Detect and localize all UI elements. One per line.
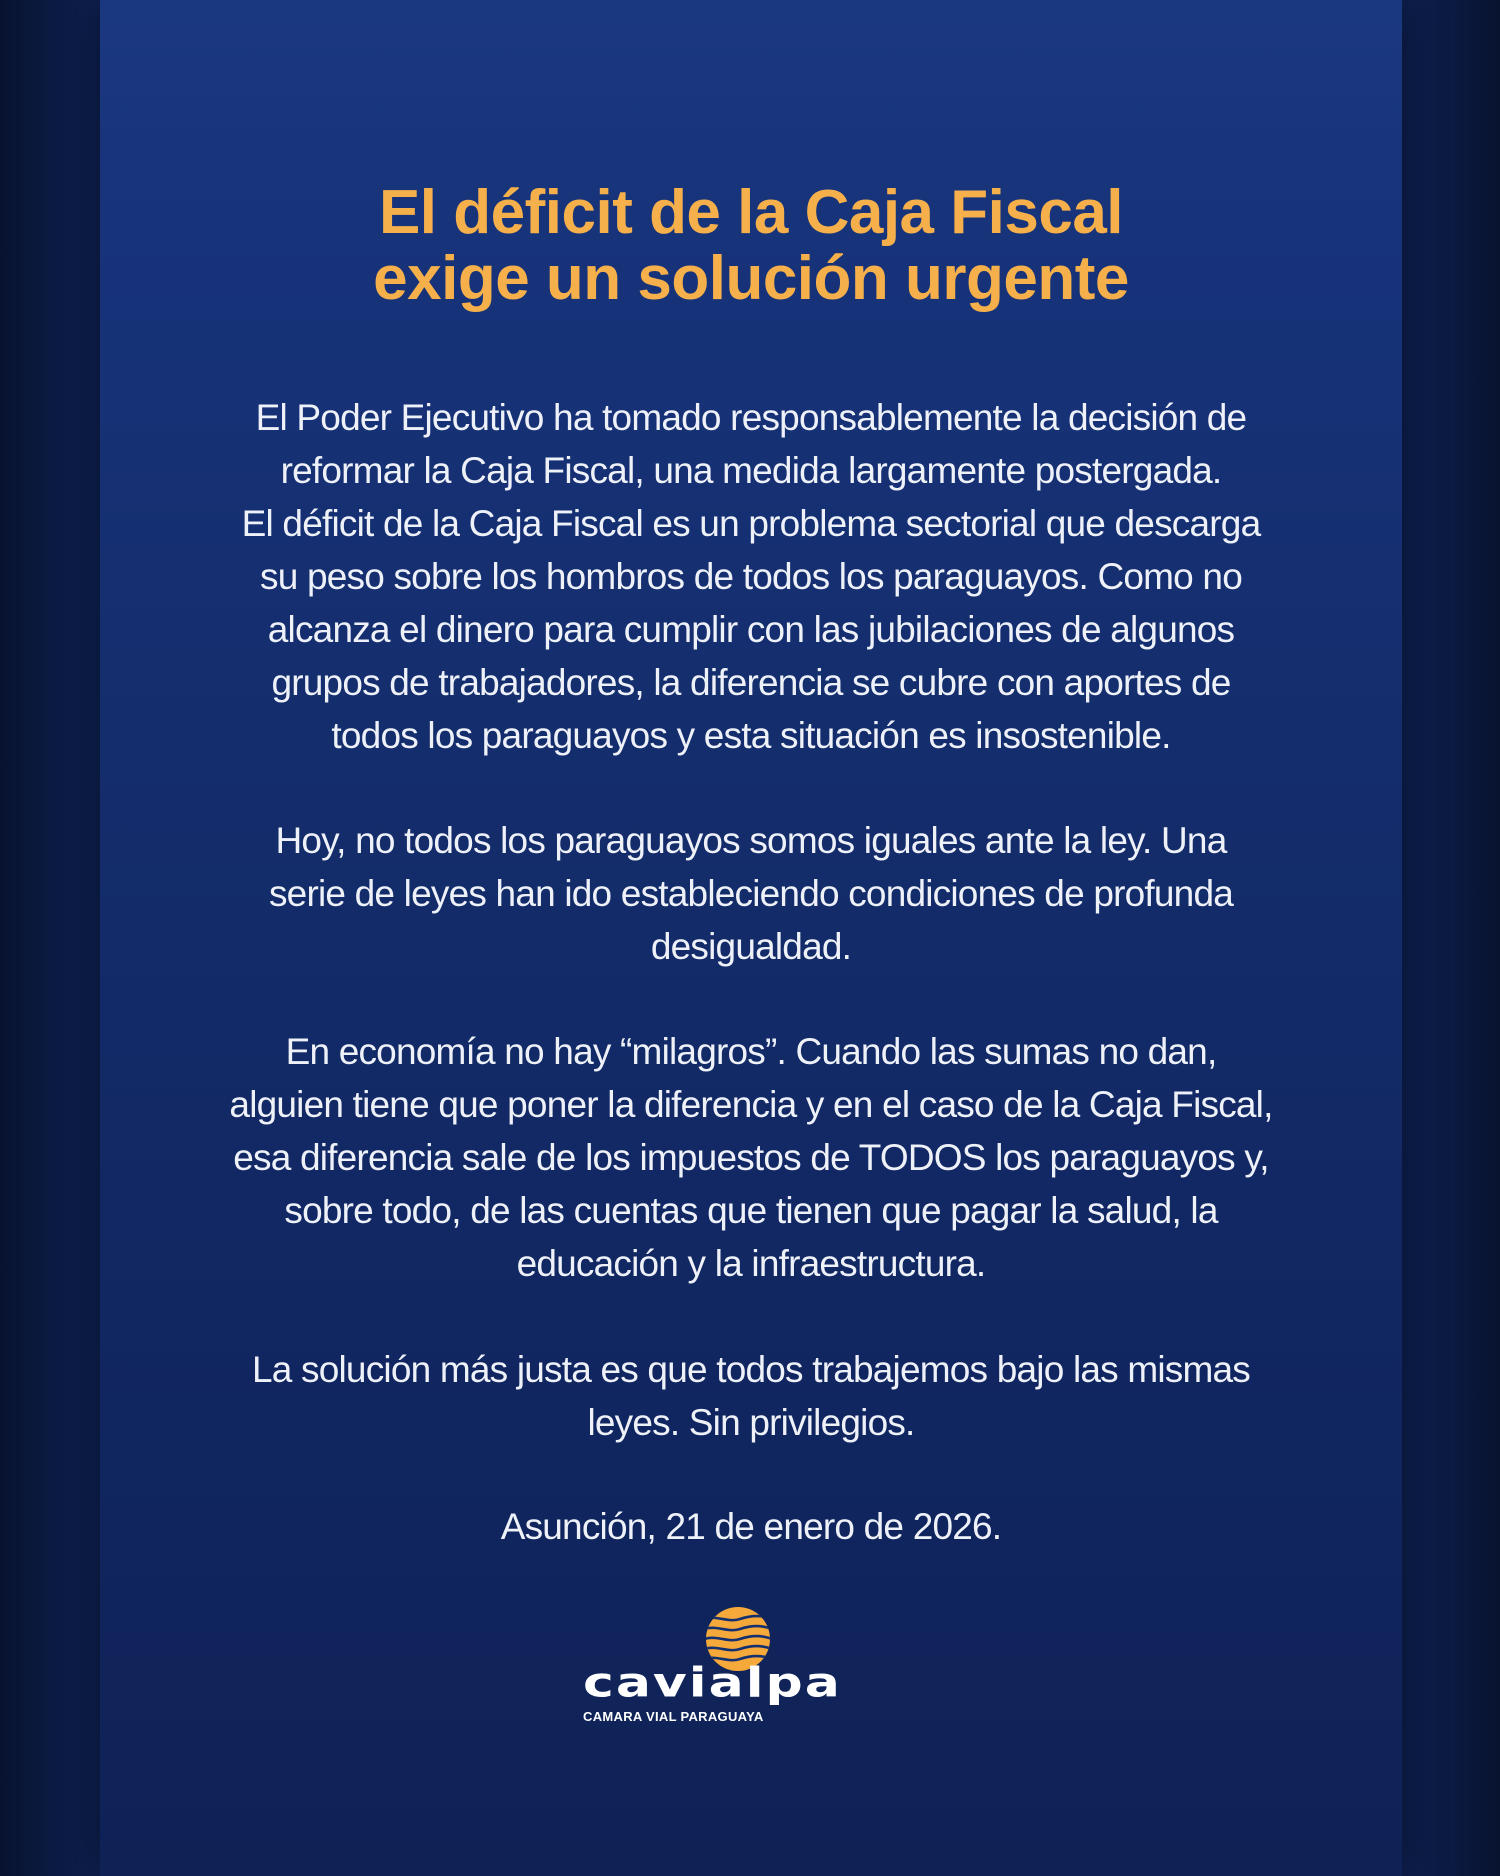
logo-wordmark: cavialpa: [583, 1660, 842, 1707]
date-text: Asunción, 21 de enero de 2026.: [500, 1506, 1002, 1547]
text-line: leyes. Sin privilegios.: [587, 1402, 915, 1443]
statement-title: [100, 180, 1402, 312]
text-line: educación y la infraestructura.: [516, 1243, 986, 1284]
text-line: Hoy, no todos los paraguayos somos iguales ante la ley. Una: [275, 820, 1227, 861]
title-line: El déficit de la Caja Fiscal: [378, 178, 1124, 247]
text-line: grupos de trabajadores, la diferencia se cubre con aportes de: [271, 662, 1231, 703]
title-line: exige un solución urgente: [373, 244, 1129, 313]
text-line: alcanza el dinero para cumplir con las jubilaciones de algunos: [267, 609, 1235, 650]
text-line: El déficit de la Caja Fiscal es un problema sectorial que descarga: [241, 503, 1261, 544]
text-line: La solución más justa es que todos trabajemos bajo las mismas: [251, 1349, 1250, 1390]
text-line: serie de leyes han ido estableciendo condiciones de profunda: [268, 873, 1234, 914]
paragraph-reform: [200, 391, 1302, 762]
text-line: El Poder Ejecutivo ha tomado responsablemente la decisión de: [255, 397, 1247, 438]
text-line: todos los paraguayos y esta situación es insostenible.: [331, 715, 1171, 756]
paragraph-equality: [200, 814, 1302, 973]
text-line: esa diferencia sale de los impuestos de TODOS los paraguayos y,: [233, 1137, 1269, 1178]
text-line: reformar la Caja Fiscal, una medida largamente postergada.: [280, 450, 1222, 491]
paragraph-solution: [200, 1343, 1302, 1449]
text-line: su peso sobre los hombros de todos los paraguayos. Como no: [260, 556, 1242, 597]
statement-panel: [100, 0, 1402, 1876]
text-line: alguien tiene que poner la diferencia y en el caso de la Caja Fiscal,: [229, 1084, 1273, 1125]
paragraph-economy: [200, 1025, 1302, 1290]
logo-tagline: CAMARA VIAL PARAGUAYA: [583, 1709, 764, 1724]
text-line: En economía no hay “milagros”. Cuando las sumas no dan,: [285, 1031, 1217, 1072]
statement-date: [200, 1500, 1302, 1553]
text-line: sobre todo, de las cuentas que tienen que pagar la salud, la: [284, 1190, 1218, 1231]
text-line: desigualdad.: [650, 926, 852, 967]
cavialpa-logo: [583, 1605, 923, 1725]
